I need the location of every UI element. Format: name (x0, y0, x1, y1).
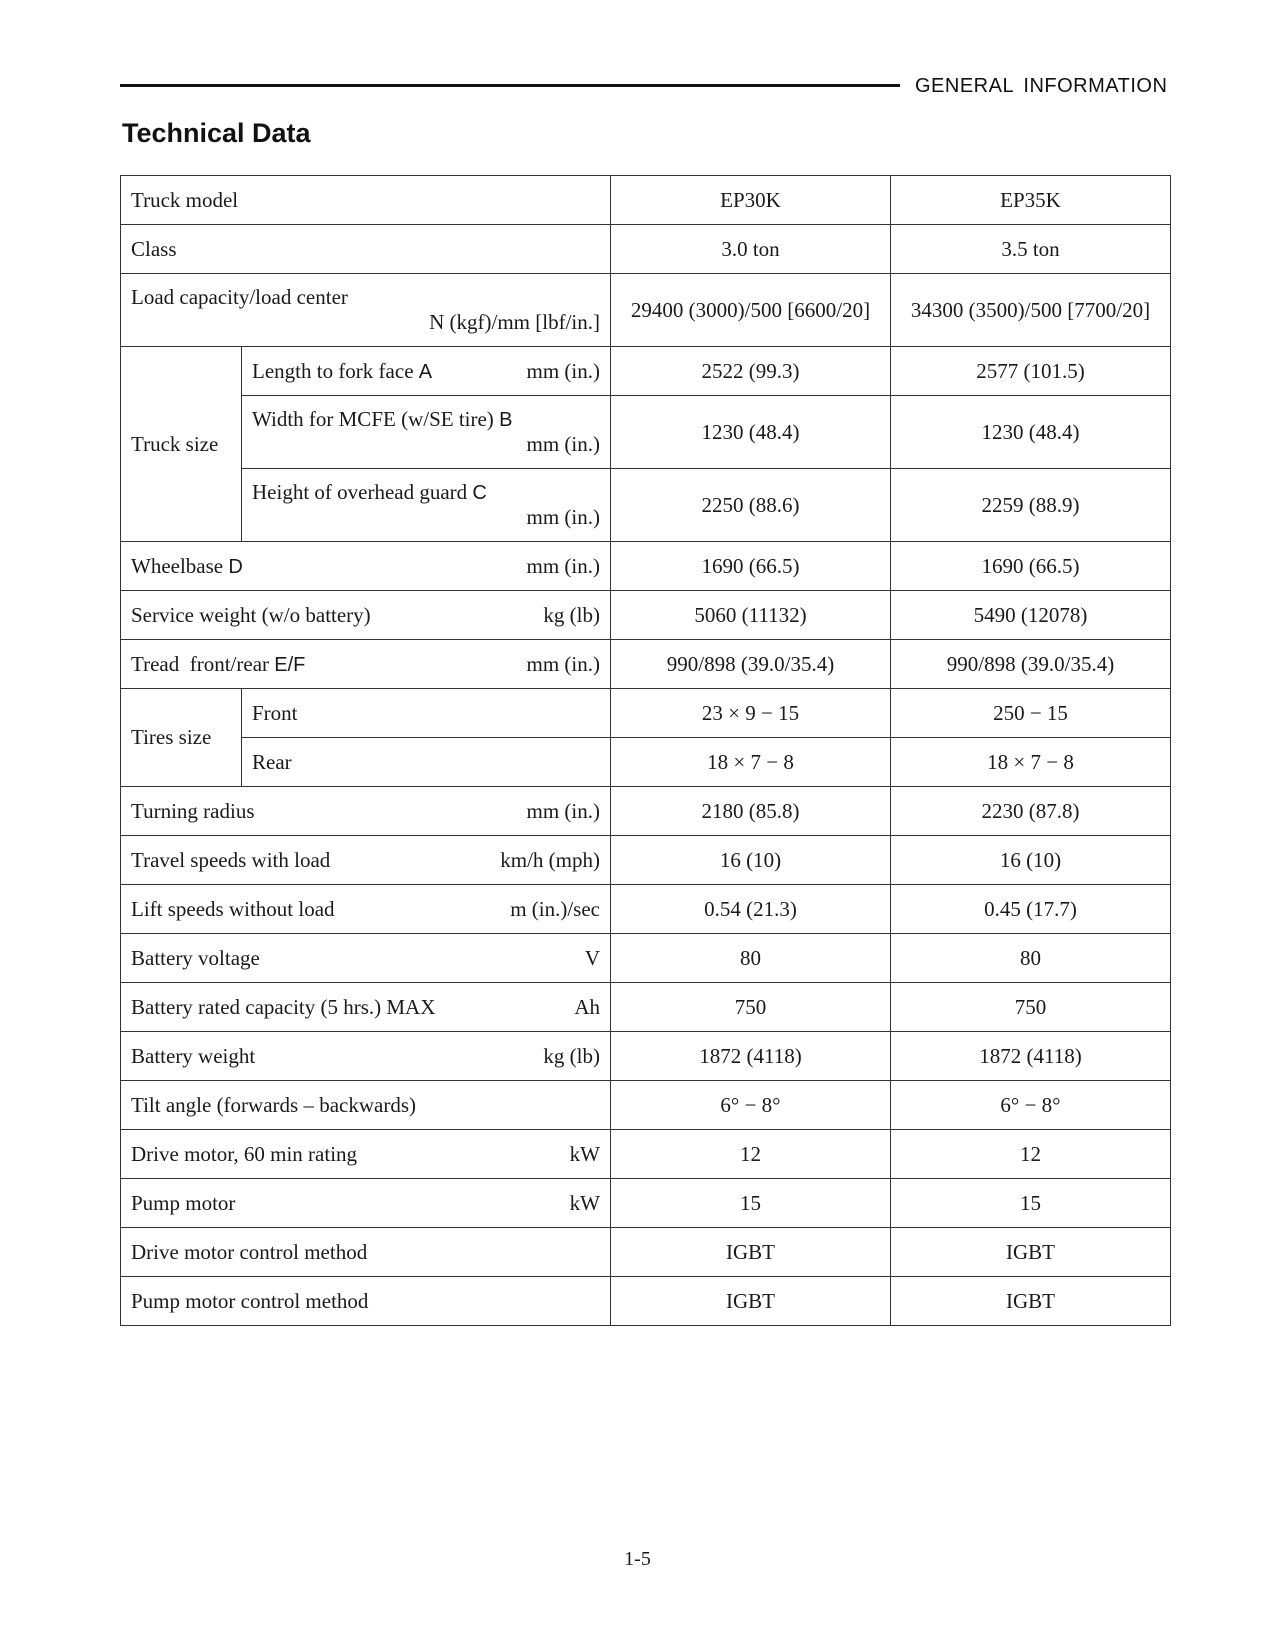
cell-value: 250 − 15 (891, 689, 1171, 738)
page-number: 1-5 (624, 1548, 651, 1570)
cell-value: IGBT (891, 1277, 1171, 1326)
row-label: Truck model (121, 176, 611, 225)
table-row (121, 1032, 1171, 1081)
table-row (121, 1228, 1171, 1277)
table-row (121, 1130, 1171, 1179)
row-label (242, 347, 611, 396)
cell-value: 1690 (66.5) (611, 542, 891, 591)
table-row (121, 738, 1171, 787)
cell-value: 15 (891, 1179, 1171, 1228)
table-row (121, 591, 1171, 640)
cell-value: 18 × 7 − 8 (891, 738, 1171, 787)
cell-value: 2230 (87.8) (891, 787, 1171, 836)
row-label: Pump motor control method (121, 1277, 611, 1326)
model-header: EP35K (891, 176, 1171, 225)
cell-value: 80 (891, 934, 1171, 983)
cell-value: 3.0 ton (611, 225, 891, 274)
label-text: Turning radius (131, 798, 255, 823)
cell-value: 12 (611, 1130, 891, 1179)
row-label (121, 836, 611, 885)
group-label: Truck size (121, 347, 242, 542)
row-label (121, 885, 611, 934)
unit-text: mm (in.) (526, 553, 600, 578)
cell-value: 16 (10) (891, 836, 1171, 885)
unit-text: mm (in.) (526, 358, 600, 383)
cell-value: 2522 (99.3) (611, 347, 891, 396)
row-label (121, 1130, 611, 1179)
unit-text: kg (lb) (543, 1043, 600, 1068)
label-text: Battery weight (131, 1043, 256, 1068)
table-row (121, 176, 1171, 225)
row-label (121, 274, 611, 347)
unit-text: Ah (574, 994, 600, 1019)
cell-value: IGBT (611, 1277, 891, 1326)
cell-value: 0.45 (17.7) (891, 885, 1171, 934)
cell-value: 18 × 7 − 8 (611, 738, 891, 787)
label-text: Width for MCFE (w/SE tire) (252, 407, 494, 431)
cell-value: 6° − 8° (611, 1081, 891, 1130)
cell-value: 5490 (12078) (891, 591, 1171, 640)
cell-value: 5060 (11132) (611, 591, 891, 640)
cell-value: 6° − 8° (891, 1081, 1171, 1130)
row-label: Front (242, 689, 611, 738)
row-label: Tilt angle (forwards – backwards) (121, 1081, 611, 1130)
cell-value: 15 (611, 1179, 891, 1228)
row-label: Drive motor control method (121, 1228, 611, 1277)
label-text: Tread front/rear (131, 651, 270, 676)
label-text: Height of overhead guard (252, 480, 468, 504)
cell-value: 1872 (4118) (891, 1032, 1171, 1081)
table-row (121, 885, 1171, 934)
page-title: Technical Data (122, 118, 311, 148)
cell-value: 1872 (4118) (611, 1032, 891, 1081)
table-row (121, 640, 1171, 689)
label-text: Lift speeds without load (131, 896, 335, 921)
cell-value: 23 × 9 − 15 (611, 689, 891, 738)
dimension-mark: D (228, 555, 243, 578)
table-row (121, 1277, 1171, 1326)
label-text: Battery rated capacity (5 hrs.) MAX (131, 994, 436, 1019)
cell-value: 34300 (3500)/500 [7700/20] (891, 274, 1171, 347)
table-row (121, 934, 1171, 983)
label-text: Load capacity/load center (131, 285, 348, 309)
table-row (121, 689, 1171, 738)
table-row (121, 347, 1171, 396)
label-text: Length to fork face (252, 358, 414, 383)
unit-text: kW (569, 1190, 600, 1215)
dimension-mark: A (418, 360, 433, 383)
unit-text: mm (in.) (526, 798, 600, 823)
cell-value: 1230 (48.4) (891, 396, 1171, 469)
unit-text: mm (in.) (526, 651, 600, 676)
table-row (121, 1179, 1171, 1228)
unit-text: V (584, 945, 600, 970)
row-label (242, 396, 611, 469)
unit-text: m (in.)/sec (510, 896, 600, 921)
label-text: Drive motor, 60 min rating (131, 1141, 358, 1166)
table-row (121, 836, 1171, 885)
label-text: Service weight (w/o battery) (131, 602, 371, 627)
cell-value: 2180 (85.8) (611, 787, 891, 836)
cell-value: 990/898 (39.0/35.4) (611, 640, 891, 689)
unit-text: N (kgf)/mm [lbf/in.] (429, 310, 600, 334)
cell-value: 0.54 (21.3) (611, 885, 891, 934)
row-label (121, 1179, 611, 1228)
cell-value: 80 (611, 934, 891, 983)
dimension-mark: B (499, 409, 513, 431)
row-label (121, 542, 611, 591)
cell-value: 1230 (48.4) (611, 396, 891, 469)
cell-value: 1690 (66.5) (891, 542, 1171, 591)
label-text: Pump motor (131, 1190, 236, 1215)
row-label (121, 1032, 611, 1081)
row-label (121, 787, 611, 836)
cell-value: IGBT (891, 1228, 1171, 1277)
table-row (121, 983, 1171, 1032)
group-label: Tires size (121, 689, 242, 787)
label-text: Travel speeds with load (131, 847, 331, 872)
table-row (121, 469, 1171, 542)
table-row (121, 274, 1171, 347)
model-header: EP30K (611, 176, 891, 225)
table-row (121, 225, 1171, 274)
table-row (121, 1081, 1171, 1130)
cell-value: 16 (10) (611, 836, 891, 885)
technical-data-table (120, 175, 1171, 1326)
row-label (121, 934, 611, 983)
table-row (121, 542, 1171, 591)
dimension-mark: E/F (274, 653, 306, 676)
unit-text: km/h (mph) (500, 847, 600, 872)
unit-text: mm (in.) (526, 432, 600, 456)
cell-value: 990/898 (39.0/35.4) (891, 640, 1171, 689)
cell-value: 3.5 ton (891, 225, 1171, 274)
cell-value: 2259 (88.9) (891, 469, 1171, 542)
label-text: Battery voltage (131, 945, 260, 970)
row-label: Rear (242, 738, 611, 787)
unit-text: mm (in.) (526, 505, 600, 529)
cell-value: IGBT (611, 1228, 891, 1277)
table-row (121, 787, 1171, 836)
cell-value: 750 (611, 983, 891, 1032)
table-row (121, 396, 1171, 469)
cell-value: 29400 (3000)/500 [6600/20] (611, 274, 891, 347)
header-rule (120, 84, 900, 87)
cell-value: 2250 (88.6) (611, 469, 891, 542)
cell-value: 12 (891, 1130, 1171, 1179)
dimension-mark: C (472, 482, 487, 504)
unit-text: kW (569, 1141, 600, 1166)
section-label: GENERAL INFORMATION (915, 75, 1168, 97)
row-label (242, 469, 611, 542)
cell-value: 750 (891, 983, 1171, 1032)
label-text: Wheelbase (131, 553, 224, 578)
row-label: Class (121, 225, 611, 274)
unit-text: kg (lb) (543, 602, 600, 627)
row-label (121, 591, 611, 640)
cell-value: 2577 (101.5) (891, 347, 1171, 396)
row-label (121, 983, 611, 1032)
row-label (121, 640, 611, 689)
